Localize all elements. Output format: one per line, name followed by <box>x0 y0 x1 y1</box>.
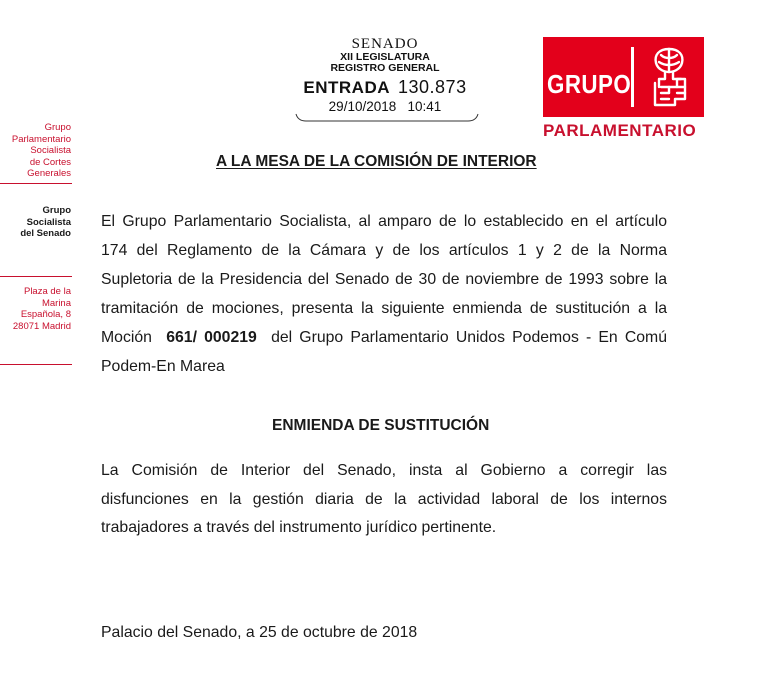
rose-fist-icon <box>641 43 697 109</box>
paragraph-line: Podem-En Marea <box>101 358 225 375</box>
stamp-legislatura: XII LEGISLATURA <box>340 51 430 63</box>
party-logo <box>543 37 704 117</box>
registry-stamp <box>290 36 480 115</box>
sidebar-divider <box>0 276 72 277</box>
sidebar-text: de Cortes <box>29 156 71 168</box>
logo-divider <box>631 47 634 107</box>
sidebar-senate-group <box>20 205 71 240</box>
sidebar-text: Generales <box>27 168 71 179</box>
stamp-date: 29/10/2018 <box>328 99 397 114</box>
sidebar-divider <box>0 183 72 184</box>
paragraph-line: tramitación de mociones, presenta la siguiente enmienda de sustitución a la <box>101 300 667 317</box>
sidebar-divider <box>0 364 72 365</box>
paragraph-line: disfunciones en la gestión diaria de la actividad laboral de los internos <box>101 490 667 508</box>
sidebar-text: Marina Española, 8 <box>20 297 71 320</box>
paragraph-line: El Grupo Parlamentario Socialista, al amparo de lo establecido en el artículo <box>101 213 667 230</box>
motion-prefix: Moción <box>101 329 152 346</box>
sidebar-text: Grupo <box>42 205 71 216</box>
motion-number: 661/ 000219 <box>166 329 257 346</box>
sidebar-text: Parlamentario <box>11 133 71 145</box>
sidebar-text: del Senado <box>20 228 71 239</box>
sidebar-text: Socialista <box>30 145 71 156</box>
stamp-entrada-number: 130.873 <box>398 77 467 97</box>
stamp-entrada-label: ENTRADA <box>303 78 391 97</box>
stamp-time: 10:41 <box>407 99 442 114</box>
stamp-border-arc <box>294 112 480 124</box>
sidebar-text: Grupo <box>44 122 71 133</box>
paragraph-line: trabajadores a través del instrumento jurídico pertinente. <box>101 519 497 536</box>
sidebar-text: Socialista <box>26 216 71 228</box>
logo-word: GRUPO <box>547 69 632 99</box>
amendment-heading: ENMIENDA DE SUSTITUCIÓN <box>272 417 490 434</box>
paragraph-line: La Comisión de Interior del Senado, insta al Gobierno a corregir las <box>101 462 667 479</box>
stamp-entrada <box>290 76 480 99</box>
intro-paragraph <box>101 207 667 381</box>
amendment-paragraph <box>101 457 667 543</box>
stamp-registro: REGISTRO GENERAL <box>330 62 440 74</box>
sidebar-group-name <box>12 122 71 180</box>
sidebar-address <box>0 286 71 332</box>
logo-subtitle: PARLAMENTARIO <box>543 121 697 140</box>
sidebar-text: Plaza de la <box>23 286 71 297</box>
closing-place-date: Palacio del Senado, a 25 de octubre de 2018 <box>101 624 418 641</box>
motion-suffix: del Grupo Parlamentario Unidos Podemos - En Comú <box>271 329 667 346</box>
paragraph-line: 174 del Reglamento de la Cámara y de los artículos 1 y 2 de la Norma <box>101 242 667 259</box>
stamp-senado: SENADO <box>351 36 419 52</box>
motion-line <box>101 323 667 352</box>
document-heading: A LA MESA DE LA COMISIÓN DE INTERIOR <box>216 153 537 170</box>
sidebar-text: 28071 Madrid <box>12 320 71 332</box>
paragraph-line: Supletoria de la Presidencia del Senado de 30 de noviembre de 1993 sobre la <box>101 271 667 288</box>
